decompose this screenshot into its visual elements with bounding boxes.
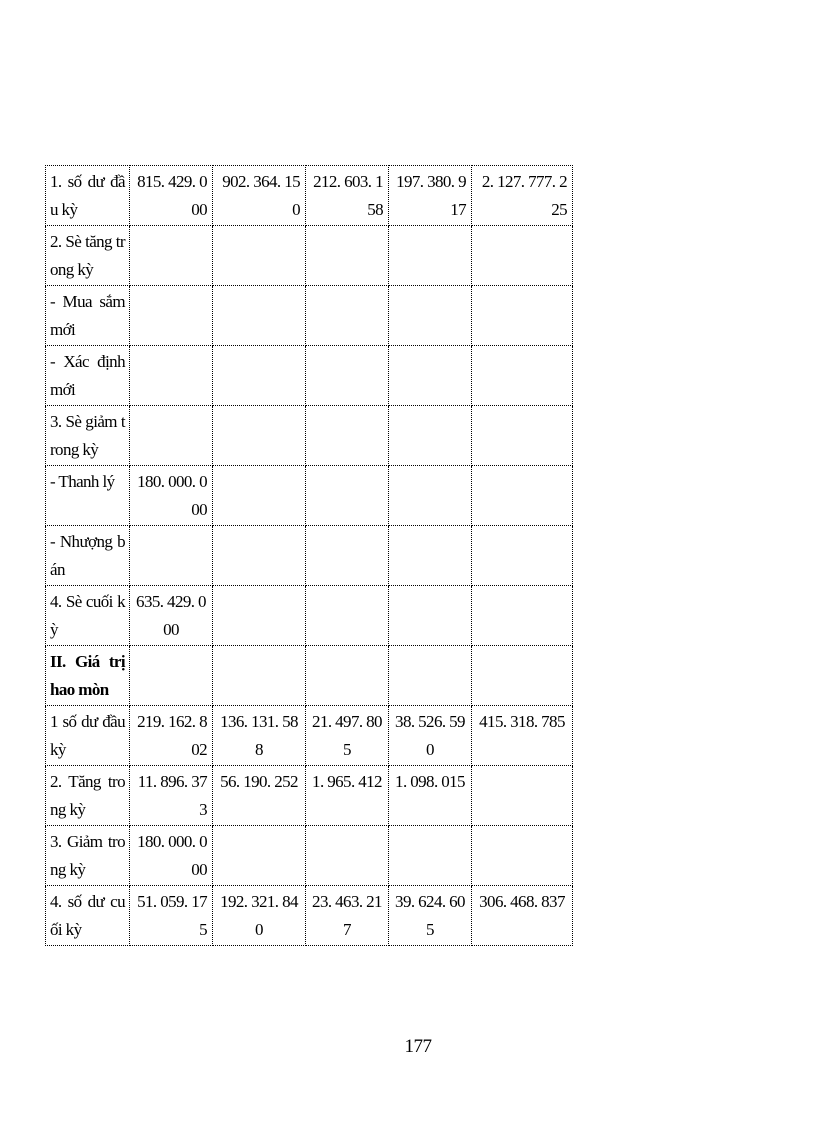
value-cell	[389, 646, 472, 706]
value-cell	[472, 466, 573, 526]
value-cell	[130, 406, 213, 466]
table-row	[46, 886, 573, 946]
row-label: - Thanh lý	[50, 472, 115, 491]
row-label: II. Giá trị hao mòn	[50, 652, 125, 699]
table-row	[46, 286, 573, 346]
cell-value: 219. 162. 802	[137, 712, 207, 759]
value-cell	[130, 586, 213, 646]
value-cell	[306, 706, 389, 766]
row-label: - Mua sắm mới	[50, 292, 125, 339]
row-label-cell	[46, 466, 130, 526]
cell-value: 56. 190. 252	[220, 772, 298, 791]
value-cell	[130, 286, 213, 346]
table-row	[46, 826, 573, 886]
page-number: 177	[404, 1036, 432, 1057]
cell-value: 815. 429. 000	[137, 172, 207, 219]
cell-value: 1. 098. 015	[395, 772, 465, 791]
value-cell	[306, 466, 389, 526]
value-cell	[389, 706, 472, 766]
row-label: 3. Giảm trong kỳ	[50, 832, 125, 879]
table-row	[46, 346, 573, 406]
row-label: - Nhượng bán	[50, 532, 125, 579]
cell-value: 23. 463. 217	[312, 892, 382, 939]
value-cell	[389, 466, 472, 526]
row-label-cell	[46, 886, 130, 946]
cell-value: 415. 318. 785	[479, 712, 565, 731]
cell-value: 192. 321. 840	[220, 892, 298, 939]
row-label: 1 số dư đầu kỳ	[50, 712, 125, 759]
value-cell	[389, 286, 472, 346]
value-cell	[472, 886, 573, 946]
value-cell	[472, 286, 573, 346]
value-cell	[130, 466, 213, 526]
value-cell	[306, 646, 389, 706]
table-row	[46, 646, 573, 706]
value-cell	[213, 886, 306, 946]
value-cell	[130, 826, 213, 886]
value-cell	[472, 226, 573, 286]
value-cell	[472, 646, 573, 706]
cell-value: 306. 468. 837	[479, 892, 565, 911]
value-cell	[213, 166, 306, 226]
cell-value: 39. 624. 605	[395, 892, 465, 939]
value-cell	[389, 406, 472, 466]
value-cell	[389, 826, 472, 886]
table-row	[46, 526, 573, 586]
row-label-cell	[46, 346, 130, 406]
row-label-cell	[46, 226, 130, 286]
value-cell	[130, 646, 213, 706]
value-cell	[306, 286, 389, 346]
table-row	[46, 406, 573, 466]
cell-value: 180. 000. 000	[137, 832, 207, 879]
value-cell	[389, 766, 472, 826]
value-cell	[213, 406, 306, 466]
cell-value: 21. 497. 805	[312, 712, 382, 759]
value-cell	[389, 586, 472, 646]
cell-value: 197. 380. 917	[396, 172, 466, 219]
value-cell	[306, 826, 389, 886]
cell-value: 635. 429. 000	[136, 592, 206, 639]
table-row	[46, 766, 573, 826]
cell-value: 136. 131. 588	[220, 712, 298, 759]
value-cell	[306, 166, 389, 226]
value-cell	[130, 766, 213, 826]
value-cell	[472, 406, 573, 466]
value-cell	[130, 226, 213, 286]
cell-value: 212. 603. 158	[313, 172, 383, 219]
cell-value: 11. 896. 373	[137, 772, 207, 819]
row-label: 4. Sè cuối kỳ	[50, 592, 125, 639]
row-label: 2. Tăng trong kỳ	[50, 772, 125, 819]
cell-value: 902. 364. 150	[222, 172, 300, 219]
value-cell	[213, 526, 306, 586]
value-cell	[213, 346, 306, 406]
value-cell	[213, 826, 306, 886]
value-cell	[306, 766, 389, 826]
row-label: 4. số dư cuối kỳ	[50, 892, 125, 939]
row-label-cell	[46, 286, 130, 346]
row-label: 1. số dư đầu kỳ	[50, 172, 125, 219]
row-label-cell	[46, 166, 130, 226]
value-cell	[213, 766, 306, 826]
row-label-cell	[46, 826, 130, 886]
value-cell	[306, 346, 389, 406]
cell-value: 1. 965. 412	[312, 772, 382, 791]
value-cell	[130, 706, 213, 766]
value-cell	[213, 706, 306, 766]
value-cell	[213, 646, 306, 706]
value-cell	[213, 286, 306, 346]
value-cell	[472, 826, 573, 886]
row-label: 3. Sè giảm trong kỳ	[50, 412, 125, 459]
value-cell	[213, 466, 306, 526]
table-row	[46, 166, 573, 226]
value-cell	[389, 226, 472, 286]
value-cell	[389, 886, 472, 946]
value-cell	[306, 526, 389, 586]
cell-value: 180. 000. 000	[137, 472, 207, 519]
value-cell	[472, 586, 573, 646]
table-row	[46, 226, 573, 286]
value-cell	[389, 166, 472, 226]
value-cell	[130, 166, 213, 226]
value-cell	[306, 886, 389, 946]
value-cell	[130, 526, 213, 586]
cell-value: 2. 127. 777. 225	[481, 172, 567, 219]
value-cell	[213, 586, 306, 646]
value-cell	[472, 766, 573, 826]
value-cell	[472, 526, 573, 586]
cell-value: 38. 526. 590	[395, 712, 465, 759]
table-row	[46, 706, 573, 766]
value-cell	[130, 886, 213, 946]
value-cell	[389, 346, 472, 406]
row-label: 2. Sè tăng trong kỳ	[50, 232, 125, 279]
table-row	[46, 466, 573, 526]
row-label: - Xác định mới	[50, 352, 125, 399]
value-cell	[306, 226, 389, 286]
row-label-cell	[46, 766, 130, 826]
value-cell	[389, 526, 472, 586]
value-cell	[130, 346, 213, 406]
row-label-cell	[46, 646, 130, 706]
row-label-cell	[46, 406, 130, 466]
row-label-cell	[46, 526, 130, 586]
value-cell	[472, 166, 573, 226]
value-cell	[306, 406, 389, 466]
value-cell	[213, 226, 306, 286]
row-label-cell	[46, 706, 130, 766]
cell-value: 51. 059. 175	[137, 892, 207, 939]
value-cell	[472, 706, 573, 766]
table-body	[46, 166, 573, 946]
value-cell	[306, 586, 389, 646]
table-row	[46, 586, 573, 646]
fixed-asset-table	[45, 165, 573, 946]
row-label-cell	[46, 586, 130, 646]
value-cell	[472, 346, 573, 406]
